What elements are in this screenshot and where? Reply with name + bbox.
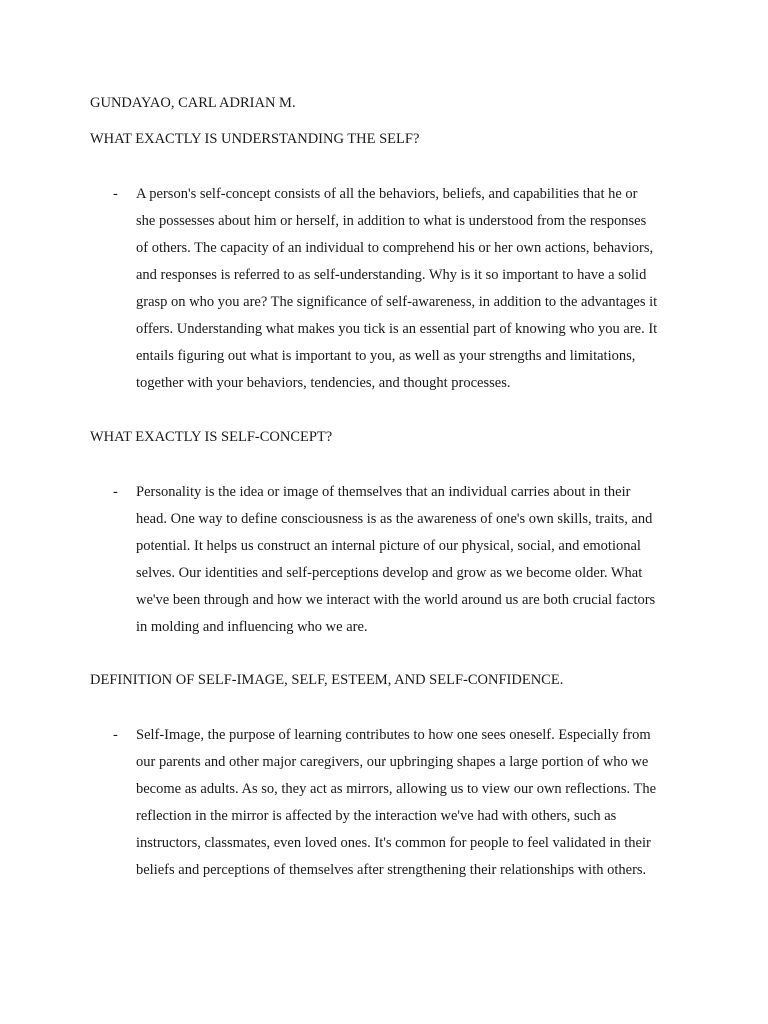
paragraph-line: entails figuring out what is important to you, as well as your strengths and limitations, (136, 348, 636, 364)
paragraph-line: offers. Understanding what makes you tick is an essential part of knowing who you are. It (136, 321, 658, 337)
paragraph-line: of others. The capacity of an individual to comprehend his or her own actions, behaviors, (136, 240, 654, 256)
bullet-dash: - (113, 484, 118, 500)
section-heading: WHAT EXACTLY IS UNDERSTANDING THE SELF? (90, 131, 420, 147)
paragraph-line: together with your behaviors, tendencies, and thought processes. (136, 375, 511, 391)
bullet-item (113, 181, 683, 397)
paragraph-line: potential. It helps us construct an internal picture of our physical, social, and emotional (136, 538, 641, 554)
paragraph-line: she possesses about him or herself, in addition to what is understood from the responses (136, 213, 647, 229)
paragraph (136, 181, 684, 397)
paragraph-line: Self-Image, the purpose of learning contributes to how one sees oneself. Especially from (136, 727, 651, 743)
paragraph-line: reflection in the mirror is affected by the interaction we've had with others, such as (136, 808, 617, 824)
paragraph-line: grasp on who you are? The significance of self-awareness, in addition to the advantages it (136, 294, 658, 310)
paragraph-line: Personality is the idea or image of themselves that an individual carries about in their (136, 484, 631, 500)
paragraph-line: we've been through and how we interact with the world around us are both crucial factors (136, 592, 656, 608)
paragraph-line: beliefs and perceptions of themselves after strengthening their relationships with others. (136, 862, 647, 878)
paragraph-line: and responses is referred to as self-understanding. Why is it so important to have a solid (136, 267, 647, 283)
section-heading: DEFINITION OF SELF-IMAGE, SELF, ESTEEM, AND SELF-CONFIDENCE. (90, 672, 564, 688)
paragraph-line: our parents and other major caregivers, our upbringing shapes a large portion of who we (136, 754, 649, 770)
paragraph-line: A person's self-concept consists of all the behaviors, beliefs, and capabilities that he or (136, 186, 638, 202)
paragraph-line: in molding and influencing who we are. (136, 619, 368, 635)
bullet-item (113, 479, 683, 641)
paragraph (136, 722, 684, 884)
author-name: GUNDAYAO, CARL ADRIAN M. (90, 95, 296, 111)
bullet-dash: - (113, 186, 118, 202)
paragraph-line: selves. Our identities and self-perceptions develop and grow as we become older. What (136, 565, 643, 581)
paragraph-line: become as adults. As so, they act as mirrors, allowing us to view our own reflections. The (136, 781, 657, 797)
paragraph (136, 479, 684, 641)
bullet-dash: - (113, 727, 118, 743)
paragraph-line: head. One way to define consciousness is as the awareness of one's own skills, traits, and (136, 511, 653, 527)
bullet-item (113, 722, 683, 884)
paragraph-line: instructors, classmates, even loved ones. It's common for people to feel validated in their (136, 835, 651, 851)
section-heading: WHAT EXACTLY IS SELF-CONCEPT? (90, 429, 333, 445)
